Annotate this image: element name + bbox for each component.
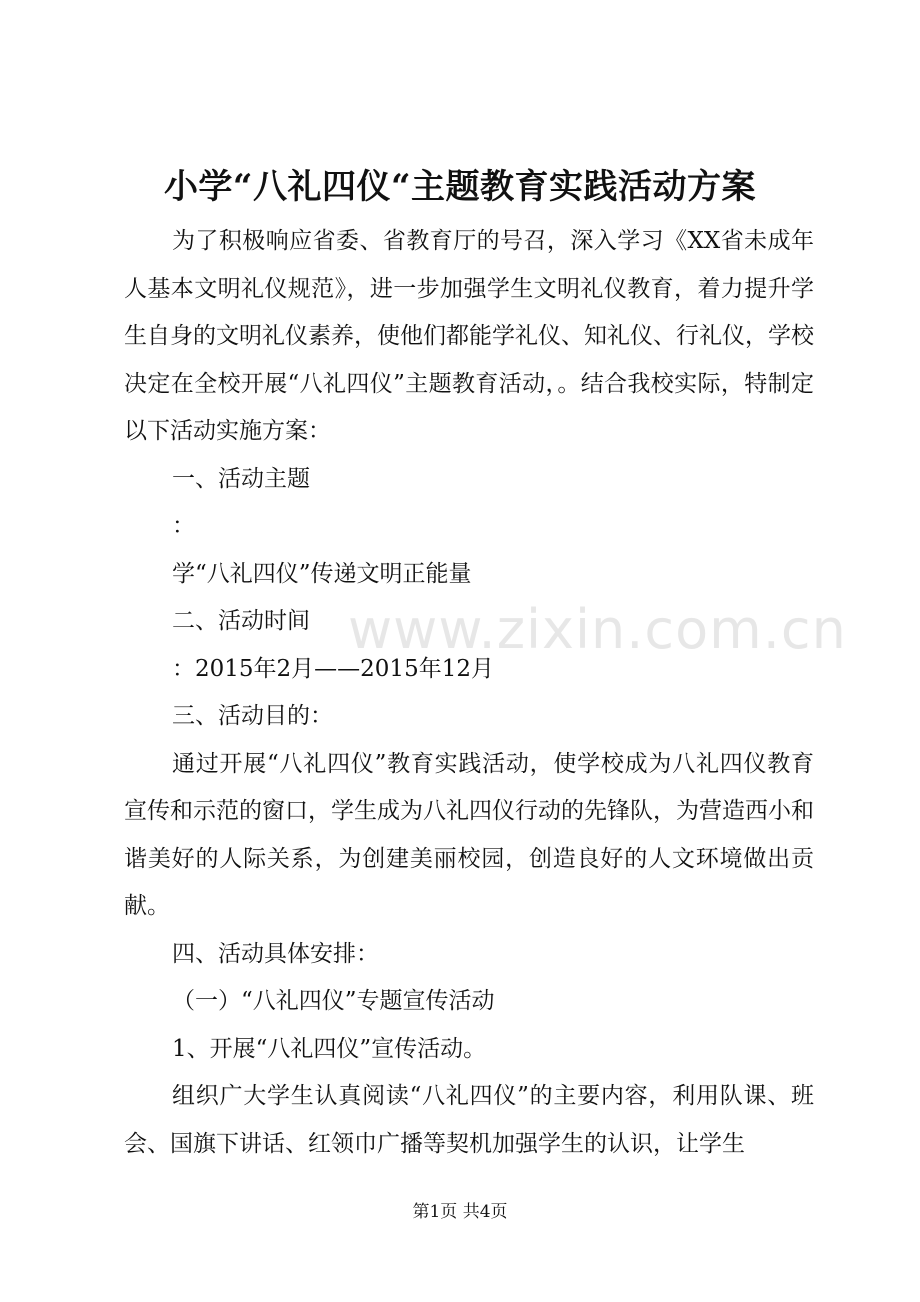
paragraph: （一）“八礼四仪”专题宣传活动 [172, 988, 495, 1014]
paragraph: 组织广大学生认真阅读“八礼四仪”的主要内容，利用队课、班会、国旗下讲话、红领巾广播等契机加强学生的认识，让学生 [124, 1083, 814, 1157]
paragraph: ： [172, 513, 195, 539]
page-footer: 第1页 共4页 [412, 1202, 508, 1222]
paragraph: 三、活动目的： [172, 703, 333, 729]
paragraph: 通过开展“八礼四仪”教育实践活动，使学校成为八礼四仪教育宣传和示范的窗口，学生成为八礼四仪行动的先锋队，为营造西小和谐美好的人际关系，为创建美丽校园，创造良好的人文环境做出贡献。 [124, 750, 814, 919]
paragraph: 学“八礼四仪”传递文明正能量 [172, 560, 472, 587]
paragraph: 1、开展“八礼四仪”宣传活动。 [172, 1035, 487, 1062]
paragraph: ：2015年2月——2015年12月 [172, 655, 494, 682]
paragraph: 二、活动时间 [172, 608, 310, 634]
paragraph: 一、活动主题 [172, 465, 310, 492]
paragraph: 四、活动具体安排： [172, 940, 379, 967]
paragraph: 为了积极响应省委、省教育厅的号召，深入学习《XX省未成年人基本文明礼仪规范》，进一步加强学生文明礼仪教育，着力提升学生自身的文明礼仪素养，使他们都能学礼仪、知礼仪、行礼仪，学校决定在全校开展“八礼四仪”主题教育活动，。结合我校实际，特制定以下活动实施方案： [124, 228, 814, 444]
document-title: 小学“八礼四仪“主题教育实践活动方案 [163, 167, 757, 207]
document-body [124, 218, 814, 1168]
watermark: www.zixin.com.cn [348, 598, 847, 661]
